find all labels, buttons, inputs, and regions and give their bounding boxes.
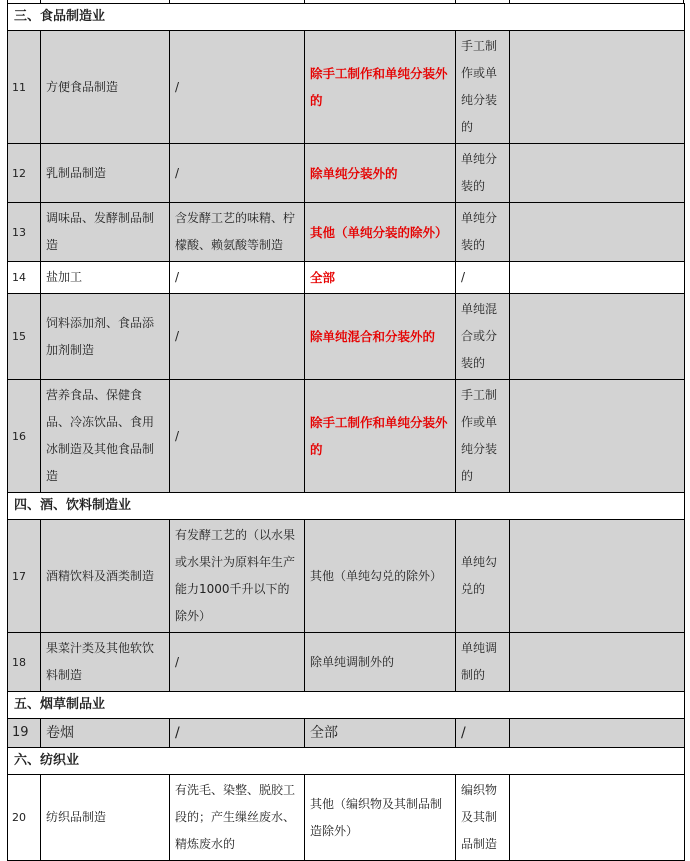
- report-table-cell: 除单纯混合和分装外的: [305, 294, 456, 380]
- report-table-cell: 除单纯分装外的: [305, 144, 456, 203]
- table-row: [8, 775, 685, 861]
- registration-form-cell: 单纯混合或分装的: [456, 294, 510, 380]
- report-book-cell: 含发酵工艺的味精、柠檬酸、赖氨酸等制造: [170, 203, 305, 262]
- section-title: 五、烟草制品业: [8, 692, 685, 719]
- table-row: [8, 31, 685, 144]
- report-table-cell: 除手工制作和单纯分装外的: [305, 380, 456, 493]
- report-table-cell: 其他（单纯分装的除外）: [305, 203, 456, 262]
- report-book-cell: /: [170, 719, 305, 748]
- section-header: [8, 748, 685, 775]
- row-number: 14: [8, 262, 41, 294]
- row-number: 18: [8, 633, 41, 692]
- registration-form-cell: 单纯分装的: [456, 203, 510, 262]
- table-row: [8, 520, 685, 633]
- row-number: 12: [8, 144, 41, 203]
- industry-name-cell: 盐加工: [41, 262, 170, 294]
- sensitive-area-cell: [510, 520, 685, 633]
- registration-form-cell: /: [456, 262, 510, 294]
- row-number: 16: [8, 380, 41, 493]
- table-row: [8, 262, 685, 294]
- row-number: 15: [8, 294, 41, 380]
- registration-form-cell: 手工制作或单纯分装的: [456, 380, 510, 493]
- sensitive-area-cell: [510, 144, 685, 203]
- section-header: [8, 692, 685, 719]
- sensitive-area-cell: [510, 775, 685, 861]
- registration-form-cell: 编织物及其制品制造: [456, 775, 510, 861]
- table-row: [8, 633, 685, 692]
- report-book-cell: 有洗毛、染整、脱胶工段的；产生缫丝废水、精炼废水的: [170, 775, 305, 861]
- row-number: 19: [8, 719, 41, 748]
- report-table-cell: 其他（编织物及其制品制造除外）: [305, 775, 456, 861]
- table-row: [8, 294, 685, 380]
- report-book-cell: /: [170, 633, 305, 692]
- row-number: 11: [8, 31, 41, 144]
- industry-name-cell: 饲料添加剂、食品添加剂制造: [41, 294, 170, 380]
- table-row: [8, 719, 685, 748]
- registration-form-cell: 单纯勾兑的: [456, 520, 510, 633]
- industry-classification-table: [7, 3, 685, 861]
- report-table-cell: 全部: [305, 262, 456, 294]
- sensitive-area-cell: [510, 203, 685, 262]
- sensitive-area-cell: [510, 380, 685, 493]
- row-number: 17: [8, 520, 41, 633]
- industry-name-cell: 方便食品制造: [41, 31, 170, 144]
- report-table-cell: 除手工制作和单纯分装外的: [305, 31, 456, 144]
- industry-name-cell: 乳制品制造: [41, 144, 170, 203]
- registration-form-cell: 单纯调制的: [456, 633, 510, 692]
- report-book-cell: /: [170, 294, 305, 380]
- row-number: 20: [8, 775, 41, 861]
- report-book-cell: /: [170, 31, 305, 144]
- industry-name-cell: 纺织品制造: [41, 775, 170, 861]
- registration-form-cell: /: [456, 719, 510, 748]
- report-table-cell: 全部: [305, 719, 456, 748]
- table-row: [8, 203, 685, 262]
- report-book-cell: /: [170, 262, 305, 294]
- sensitive-area-cell: [510, 31, 685, 144]
- industry-name-cell: 果菜汁类及其他软饮料制造: [41, 633, 170, 692]
- sensitive-area-cell: [510, 633, 685, 692]
- row-number: 13: [8, 203, 41, 262]
- registration-form-cell: 单纯分装的: [456, 144, 510, 203]
- industry-name-cell: 酒精饮料及酒类制造: [41, 520, 170, 633]
- section-header: [8, 4, 685, 31]
- table-row: [8, 144, 685, 203]
- section-title: 六、纺织业: [8, 748, 685, 775]
- section-title: 三、食品制造业: [8, 4, 685, 31]
- industry-name-cell: 营养食品、保健食品、冷冻饮品、食用冰制造及其他食品制造: [41, 380, 170, 493]
- sensitive-area-cell: [510, 262, 685, 294]
- table-row: [8, 380, 685, 493]
- report-book-cell: 有发酵工艺的（以水果或水果汁为原料年生产能力1000千升以下的除外）: [170, 520, 305, 633]
- sensitive-area-cell: [510, 294, 685, 380]
- section-header: [8, 493, 685, 520]
- section-title: 四、酒、饮料制造业: [8, 493, 685, 520]
- report-book-cell: /: [170, 144, 305, 203]
- report-book-cell: /: [170, 380, 305, 493]
- sensitive-area-cell: [510, 719, 685, 748]
- report-table-cell: 其他（单纯勾兑的除外）: [305, 520, 456, 633]
- industry-name-cell: 卷烟: [41, 719, 170, 748]
- industry-name-cell: 调味品、发酵制品制造: [41, 203, 170, 262]
- report-table-cell: 除单纯调制外的: [305, 633, 456, 692]
- registration-form-cell: 手工制作或单纯分装的: [456, 31, 510, 144]
